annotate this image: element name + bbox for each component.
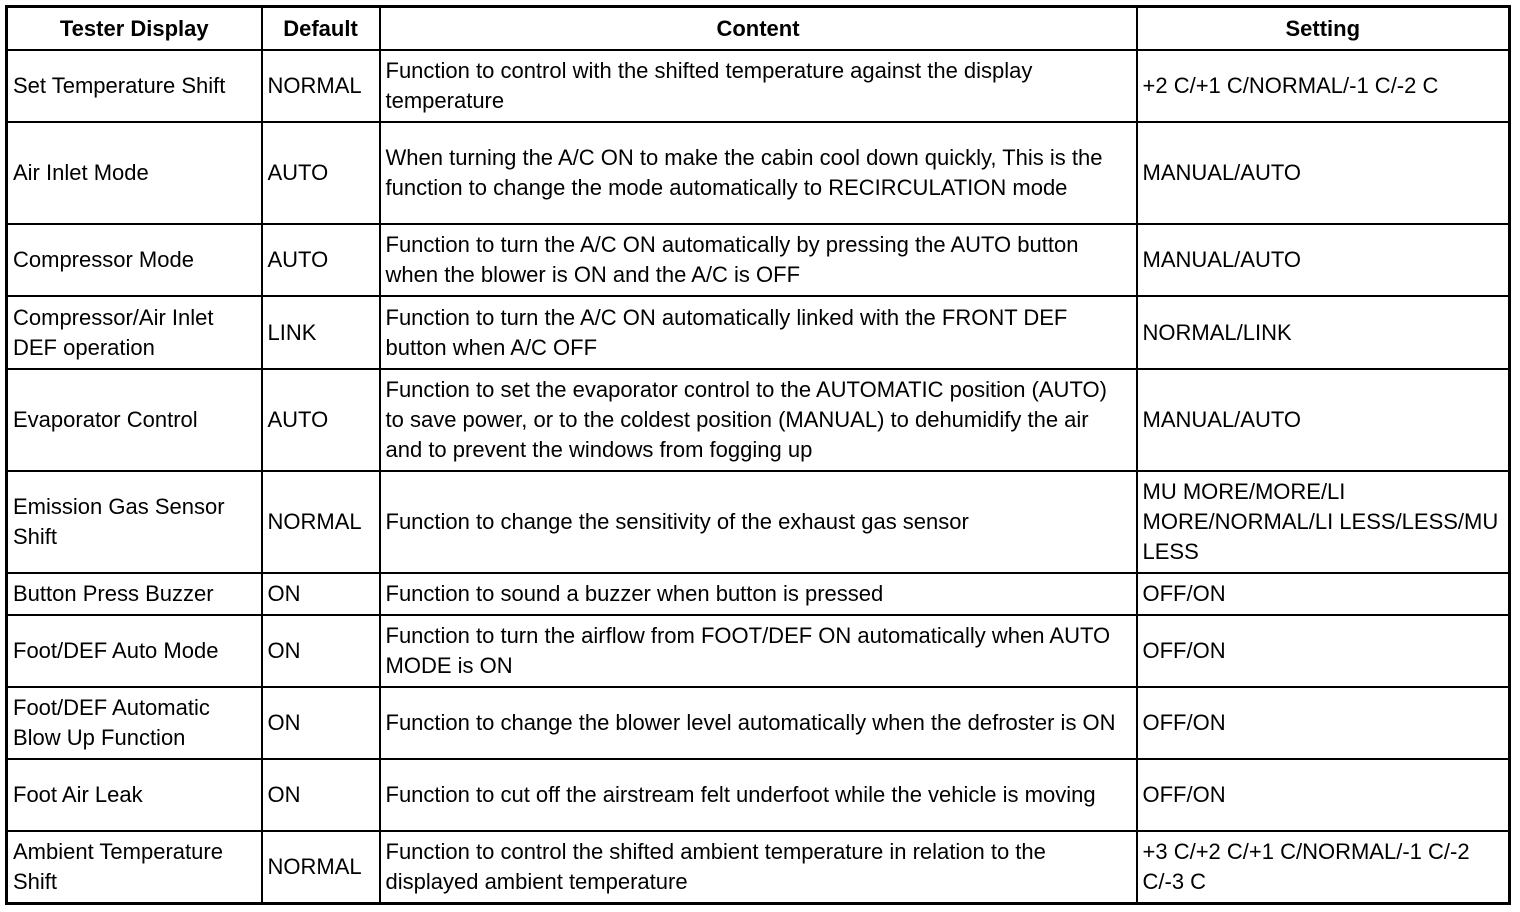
default-cell: ON xyxy=(262,759,380,831)
tester-display-cell: Compressor/Air Inlet DEF operation xyxy=(7,296,262,369)
setting-cell: OFF/ON xyxy=(1137,759,1510,831)
default-cell: AUTO xyxy=(262,224,380,296)
table-row xyxy=(7,573,1510,615)
default-cell: ON xyxy=(262,615,380,687)
content-cell: Function to cut off the airstream felt underfoot while the vehicle is moving xyxy=(380,759,1137,831)
content-cell: Function to change the blower level automatically when the defroster is ON xyxy=(380,687,1137,759)
setting-cell: +3 C/+2 C/+1 C/NORMAL/-1 C/-2 C/-3 C xyxy=(1137,831,1510,904)
header-content: Content xyxy=(380,7,1137,51)
content-cell: Function to turn the airflow from FOOT/DEF ON automatically when AUTO MODE is ON xyxy=(380,615,1137,687)
table-row xyxy=(7,122,1510,224)
setting-cell: +2 C/+1 C/NORMAL/-1 C/-2 C xyxy=(1137,50,1510,122)
table-row xyxy=(7,759,1510,831)
table-row xyxy=(7,687,1510,759)
tester-display-cell: Button Press Buzzer xyxy=(7,573,262,615)
table-row xyxy=(7,471,1510,573)
default-cell: NORMAL xyxy=(262,50,380,122)
content-cell: Function to turn the A/C ON automatically linked with the FRONT DEF button when A/C OFF xyxy=(380,296,1137,369)
table-header-row xyxy=(7,7,1510,51)
tester-display-cell: Ambient Temperature Shift xyxy=(7,831,262,904)
setting-cell: OFF/ON xyxy=(1137,615,1510,687)
setting-cell: OFF/ON xyxy=(1137,573,1510,615)
content-cell: Function to set the evaporator control to the AUTOMATIC position (AUTO) to save power, or to the coldest position (MANUAL) to dehumidify the air and to prevent the windows from fogging up xyxy=(380,369,1137,471)
content-cell: Function to turn the A/C ON automatically by pressing the AUTO button when the blower is ON and the A/C is OFF xyxy=(380,224,1137,296)
setting-cell: MU MORE/MORE/LI MORE/NORMAL/LI LESS/LESS/MU LESS xyxy=(1137,471,1510,573)
tester-display-cell: Emission Gas Sensor Shift xyxy=(7,471,262,573)
default-cell: NORMAL xyxy=(262,831,380,904)
content-cell: Function to sound a buzzer when button is pressed xyxy=(380,573,1137,615)
content-cell: When turning the A/C ON to make the cabin cool down quickly, This is the function to change the mode automatically to RECIRCULATION mode xyxy=(380,122,1137,224)
tester-display-cell: Set Temperature Shift xyxy=(7,50,262,122)
default-cell: ON xyxy=(262,573,380,615)
table-row xyxy=(7,296,1510,369)
content-cell: Function to control the shifted ambient temperature in relation to the displayed ambient temperature xyxy=(380,831,1137,904)
table-row xyxy=(7,831,1510,904)
table-row xyxy=(7,224,1510,296)
default-cell: LINK xyxy=(262,296,380,369)
header-tester-display: Tester Display xyxy=(7,7,262,51)
tester-display-cell: Air Inlet Mode xyxy=(7,122,262,224)
content-cell: Function to change the sensitivity of the exhaust gas sensor xyxy=(380,471,1137,573)
tester-display-cell: Foot Air Leak xyxy=(7,759,262,831)
tester-display-cell: Compressor Mode xyxy=(7,224,262,296)
table-row xyxy=(7,369,1510,471)
setting-cell: OFF/ON xyxy=(1137,687,1510,759)
tester-display-cell: Evaporator Control xyxy=(7,369,262,471)
default-cell: AUTO xyxy=(262,369,380,471)
table-row xyxy=(7,50,1510,122)
setting-cell: MANUAL/AUTO xyxy=(1137,122,1510,224)
header-setting: Setting xyxy=(1137,7,1510,51)
header-default: Default xyxy=(262,7,380,51)
default-cell: AUTO xyxy=(262,122,380,224)
default-cell: NORMAL xyxy=(262,471,380,573)
setting-cell: MANUAL/AUTO xyxy=(1137,224,1510,296)
setting-cell: NORMAL/LINK xyxy=(1137,296,1510,369)
setting-cell: MANUAL/AUTO xyxy=(1137,369,1510,471)
tester-display-cell: Foot/DEF Automatic Blow Up Function xyxy=(7,687,262,759)
customize-settings-table xyxy=(5,5,1511,905)
tester-display-cell: Foot/DEF Auto Mode xyxy=(7,615,262,687)
table-row xyxy=(7,615,1510,687)
customize-settings-table-container xyxy=(5,5,1509,905)
content-cell: Function to control with the shifted temperature against the display temperature xyxy=(380,50,1137,122)
default-cell: ON xyxy=(262,687,380,759)
